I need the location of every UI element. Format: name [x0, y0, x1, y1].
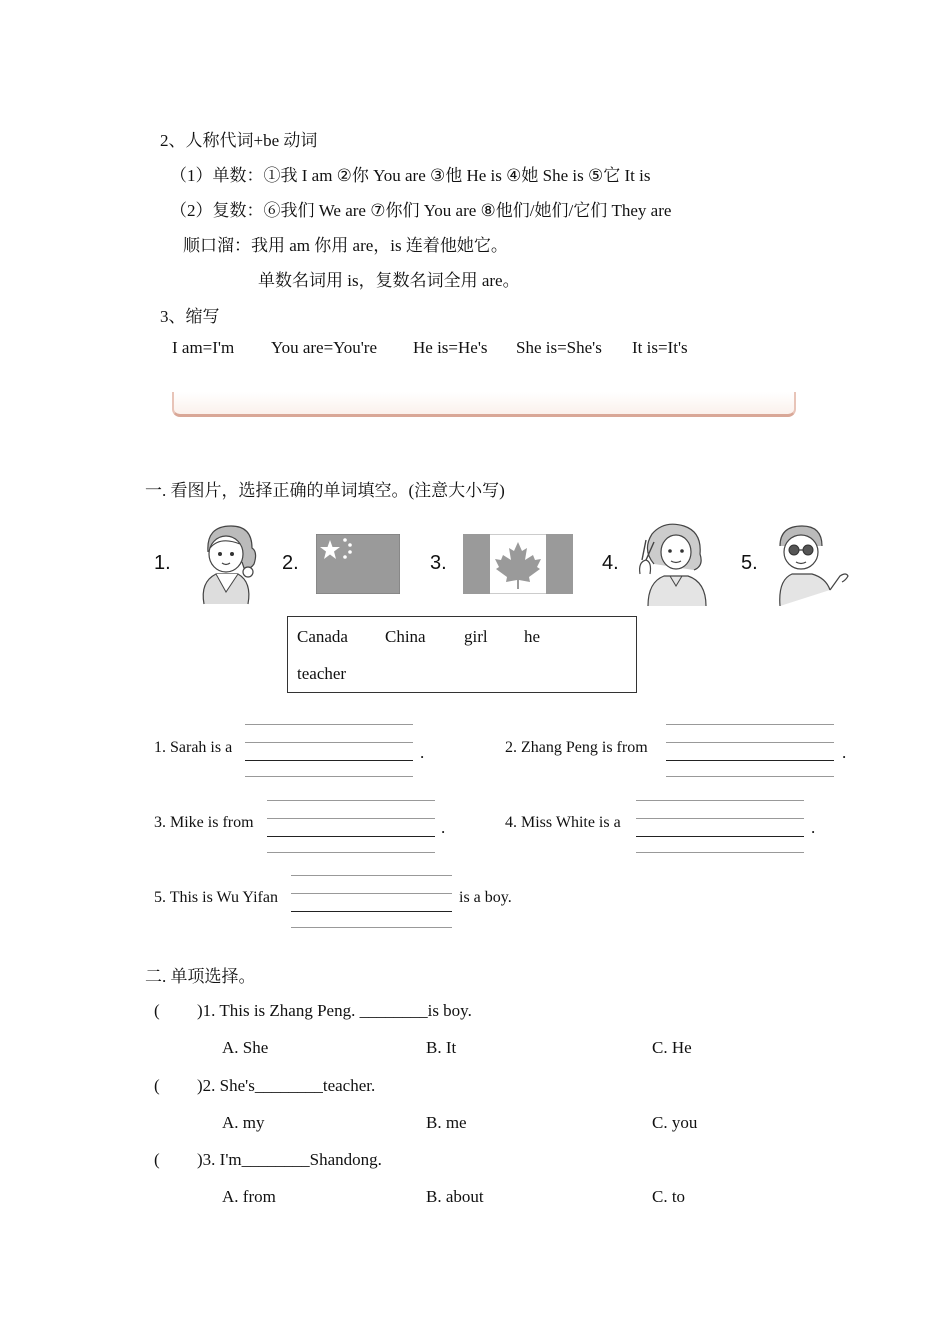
contraction-3: He is=He's [413, 338, 488, 357]
word-bank-item: girl [464, 627, 488, 646]
rhyme-line-1: 顺口溜：我用 am 你用 are，is 连着他她它。 [183, 236, 508, 255]
fill-question-5: 5. This is Wu Yifan [154, 889, 278, 906]
option-a[interactable]: A. She [222, 1038, 269, 1057]
picture-number-5: 5. [741, 552, 758, 574]
china-flag-icon [316, 534, 400, 594]
word-bank-item: China [385, 627, 426, 646]
answer-paren[interactable]: ( [154, 1150, 160, 1169]
picture-number-2: 2. [282, 552, 299, 574]
period: . [441, 818, 446, 837]
fill-question-2: 2. Zhang Peng is from [505, 739, 648, 756]
period: . [842, 743, 847, 762]
teacher-icon [634, 520, 714, 606]
picture-number-3: 3. [430, 552, 447, 574]
fill-question-3: 3. Mike is from [154, 814, 254, 831]
fill-question-4: 4. Miss White is a [505, 814, 621, 831]
singular-pronouns: （1）单数：①我 I am ②你 You are ③他 He is ④她 She is ⑤它 It is [170, 166, 651, 185]
contraction-2: You are=You're [271, 338, 378, 357]
answer-paren[interactable]: ( [154, 1076, 160, 1095]
section-2-title: 2、人称代词+be 动词 [160, 131, 318, 150]
option-b[interactable]: B. about [426, 1187, 484, 1206]
exercise-1-title: 一. 看图片，选择正确的单词填空。(注意大小写) [145, 481, 505, 500]
picture-number-4: 4. [602, 552, 619, 574]
question-stem: )2. She's________teacher. [197, 1076, 376, 1095]
contraction-5: It is=It's [632, 338, 688, 357]
fill-question-1: 1. Sarah is a [154, 739, 233, 756]
contraction-4: She is=She's [516, 338, 602, 357]
fill-question-5-end: is a boy. [459, 889, 512, 906]
option-b[interactable]: B. It [426, 1038, 457, 1057]
section-3-title: 3、缩写 [160, 307, 220, 326]
question-stem: )3. I'm________Shandong. [197, 1150, 382, 1169]
word-bank-item: he [524, 627, 541, 646]
answer-paren[interactable]: ( [154, 1001, 160, 1020]
word-bank-item: teacher [297, 664, 347, 683]
exercise-2-title: 二. 单项选择。 [145, 967, 256, 986]
question-stem: )1. This is Zhang Peng. ________is boy. [197, 1001, 472, 1020]
option-b[interactable]: B. me [426, 1113, 467, 1132]
scroll-decoration [172, 392, 796, 417]
option-c[interactable]: C. you [652, 1113, 698, 1132]
picture-number-1: 1. [154, 552, 171, 574]
rhyme-line-2: 单数名词用 is，复数名词全用 are。 [258, 271, 520, 290]
plural-pronouns: （2）复数：⑥我们 We are ⑦你们 You are ⑧他们/她们/它们 They are [170, 201, 672, 220]
contraction-1: I am=I'm [172, 338, 235, 357]
period: . [811, 818, 816, 837]
option-a[interactable]: A. my [222, 1113, 265, 1132]
option-c[interactable]: C. to [652, 1187, 686, 1206]
canada-flag-icon [463, 534, 573, 594]
boy-icon [774, 520, 854, 606]
period: . [420, 743, 425, 762]
girl-icon [186, 522, 276, 606]
word-bank-item: Canada [297, 627, 348, 646]
option-a[interactable]: A. from [222, 1187, 276, 1206]
option-c[interactable]: C. He [652, 1038, 692, 1057]
